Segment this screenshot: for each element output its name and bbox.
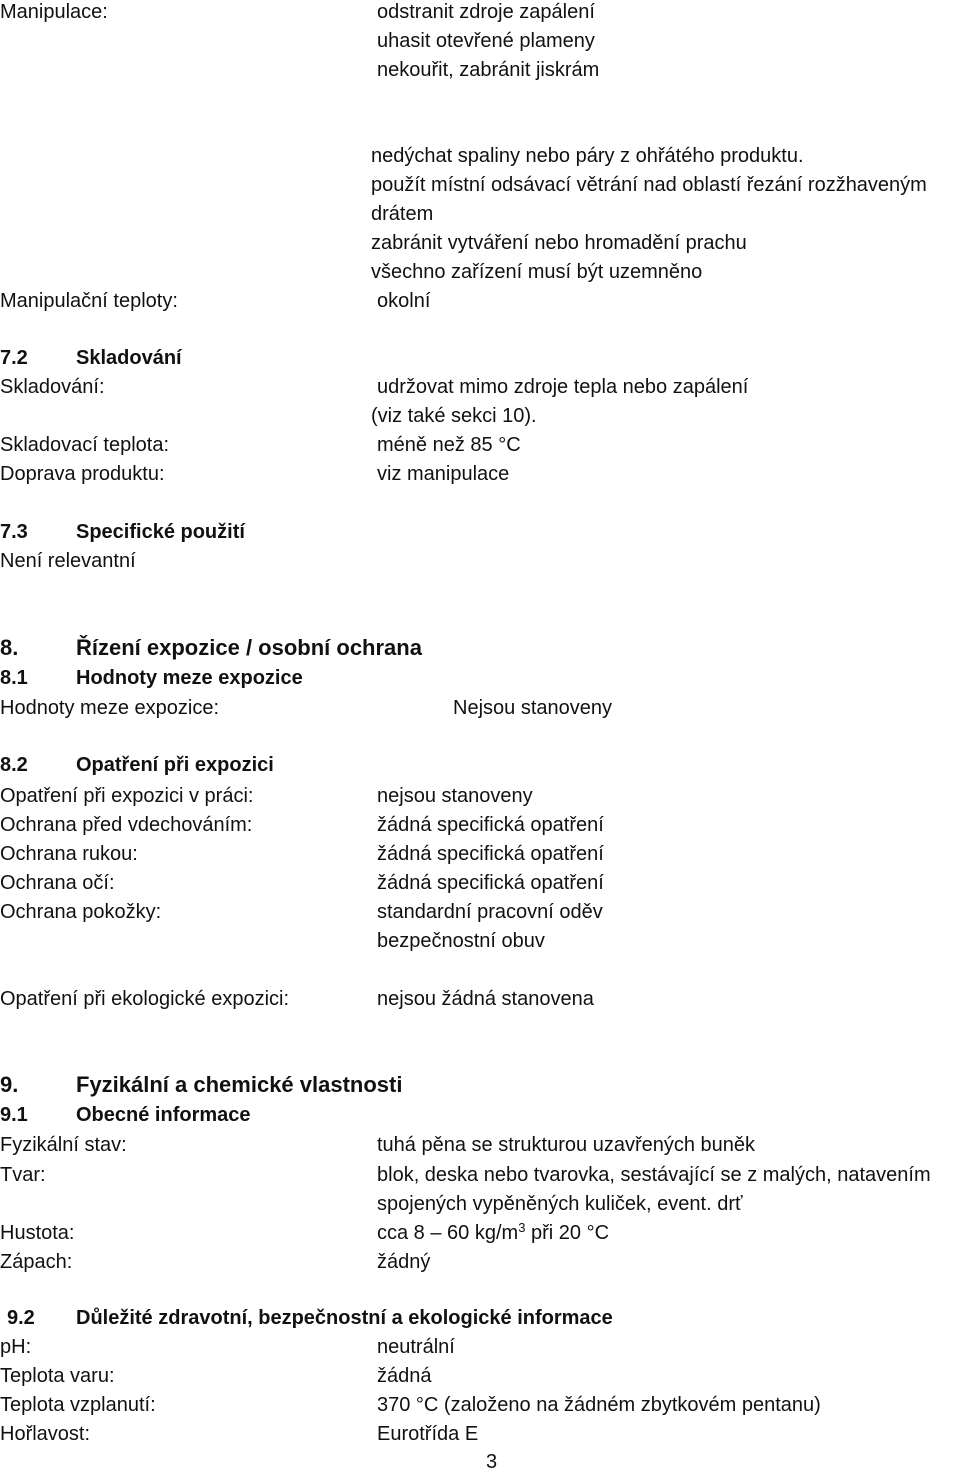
expozice-row-label: Ochrana pokožky: xyxy=(0,901,162,923)
teplota-vzplanuti-label: Teplota vzplanutí: xyxy=(0,1394,156,1416)
expozice-row-value: standardní pracovní oděv xyxy=(377,901,603,923)
section-7-3-text: Není relevantní xyxy=(0,550,136,572)
horlavost-value: Eurotřída E xyxy=(377,1423,479,1445)
hustota-label: Hustota: xyxy=(0,1222,75,1244)
section-9-number: 9. xyxy=(0,1072,19,1097)
manipulace-value: zabránit vytváření nebo hromadění prachu xyxy=(371,232,747,254)
ph-label: pH: xyxy=(0,1336,32,1358)
section-7-3-title: Specifické použití xyxy=(76,521,245,543)
doprava-label: Doprava produktu: xyxy=(0,463,165,485)
eko-label: Opatření při ekologické expozici: xyxy=(0,988,290,1010)
section-9-1-title: Obecné informace xyxy=(76,1104,251,1126)
zapach-label: Zápach: xyxy=(0,1251,73,1273)
expozice-row-label: Ochrana rukou: xyxy=(0,843,138,865)
meze-value: Nejsou stanoveny xyxy=(453,697,612,719)
tvar-value: blok, deska nebo tvarovka, sestávající se z malých, natavením xyxy=(377,1164,931,1186)
meze-label: Hodnoty meze expozice: xyxy=(0,697,220,719)
skladovani-value: (viz také sekci 10). xyxy=(371,405,537,427)
section-7-2-number: 7.2 xyxy=(0,347,28,369)
manipulace-value: použít místní odsávací větrání nad oblastí řezání rozžhaveným xyxy=(371,174,927,196)
section-8-1-title: Hodnoty meze expozice xyxy=(76,667,303,689)
section-9-title: Fyzikální a chemické vlastnosti xyxy=(76,1072,403,1097)
hustota-exponent: 3 xyxy=(518,1220,526,1235)
manipulace-value: nedýchat spaliny nebo páry z ohřátého produktu. xyxy=(371,145,804,167)
section-8-1-number: 8.1 xyxy=(0,667,28,689)
section-7-2-title: Skladování xyxy=(76,347,182,369)
skladovani-label: Skladování: xyxy=(0,376,105,398)
page-number: 3 xyxy=(486,1451,498,1473)
ph-value: neutrální xyxy=(377,1336,455,1358)
stav-label: Fyzikální stav: xyxy=(0,1134,127,1156)
expozice-row-value: žádná specifická opatření xyxy=(377,872,604,894)
skladovani-value: udržovat mimo zdroje tepla nebo zapálení xyxy=(377,376,749,398)
section-9-2-number: 9.2 xyxy=(7,1307,35,1329)
manipulace-value: odstranit zdroje zapálení xyxy=(377,1,595,23)
expozice-row-value: žádná specifická opatření xyxy=(377,843,604,865)
eko-value: nejsou žádná stanovena xyxy=(377,988,594,1010)
expozice-row-value: bezpečnostní obuv xyxy=(377,930,545,952)
expozice-row-value: nejsou stanoveny xyxy=(377,785,533,807)
section-9-2-title: Důležité zdravotní, bezpečnostní a ekologické informace xyxy=(76,1307,613,1329)
manipulace-value: uhasit otevřené plameny xyxy=(377,30,595,52)
skladovaci-teplota-value: méně než 85 °C xyxy=(377,434,521,456)
tvar-value: spojených vypěněných kuliček, event. drť xyxy=(377,1193,743,1215)
expozice-row-label: Ochrana očí: xyxy=(0,872,115,894)
skladovaci-teplota-label: Skladovací teplota: xyxy=(0,434,169,456)
teplota-varu-value: žádná xyxy=(377,1365,432,1387)
manipulace-value: drátem xyxy=(371,203,434,225)
hustota-value xyxy=(377,1221,609,1245)
horlavost-label: Hořlavost: xyxy=(0,1423,91,1445)
teplota-varu-label: Teplota varu: xyxy=(0,1365,115,1387)
teploty-label: Manipulační teploty: xyxy=(0,290,178,312)
section-8-2-number: 8.2 xyxy=(0,754,28,776)
section-8-number: 8. xyxy=(0,635,19,660)
expozice-row-value: žádná specifická opatření xyxy=(377,814,604,836)
manipulace-value: všechno zařízení musí být uzemněno xyxy=(371,261,703,283)
stav-value: tuhá pěna se strukturou uzavřených buněk xyxy=(377,1134,756,1156)
zapach-value: žádný xyxy=(377,1251,431,1273)
expozice-row-label: Opatření při expozici v práci: xyxy=(0,785,254,807)
hustota-value-temp: při 20 °C xyxy=(525,1222,610,1244)
manipulace-value: nekouřit, zabránit jiskrám xyxy=(377,59,600,81)
manipulace-label: Manipulace: xyxy=(0,1,108,23)
doprava-value: viz manipulace xyxy=(377,463,510,485)
expozice-row-label: Ochrana před vdechováním: xyxy=(0,814,253,836)
hustota-value-main: cca 8 – 60 kg/m xyxy=(377,1222,519,1244)
teplota-vzplanuti-value: 370 °C (založeno na žádném zbytkovém pentanu) xyxy=(377,1394,821,1416)
tvar-label: Tvar: xyxy=(0,1164,46,1186)
section-8-title: Řízení expozice / osobní ochrana xyxy=(76,635,422,660)
section-7-3-number: 7.3 xyxy=(0,521,28,543)
section-8-2-title: Opatření při expozici xyxy=(76,754,274,776)
section-9-1-number: 9.1 xyxy=(0,1104,28,1126)
teploty-value: okolní xyxy=(377,290,431,312)
